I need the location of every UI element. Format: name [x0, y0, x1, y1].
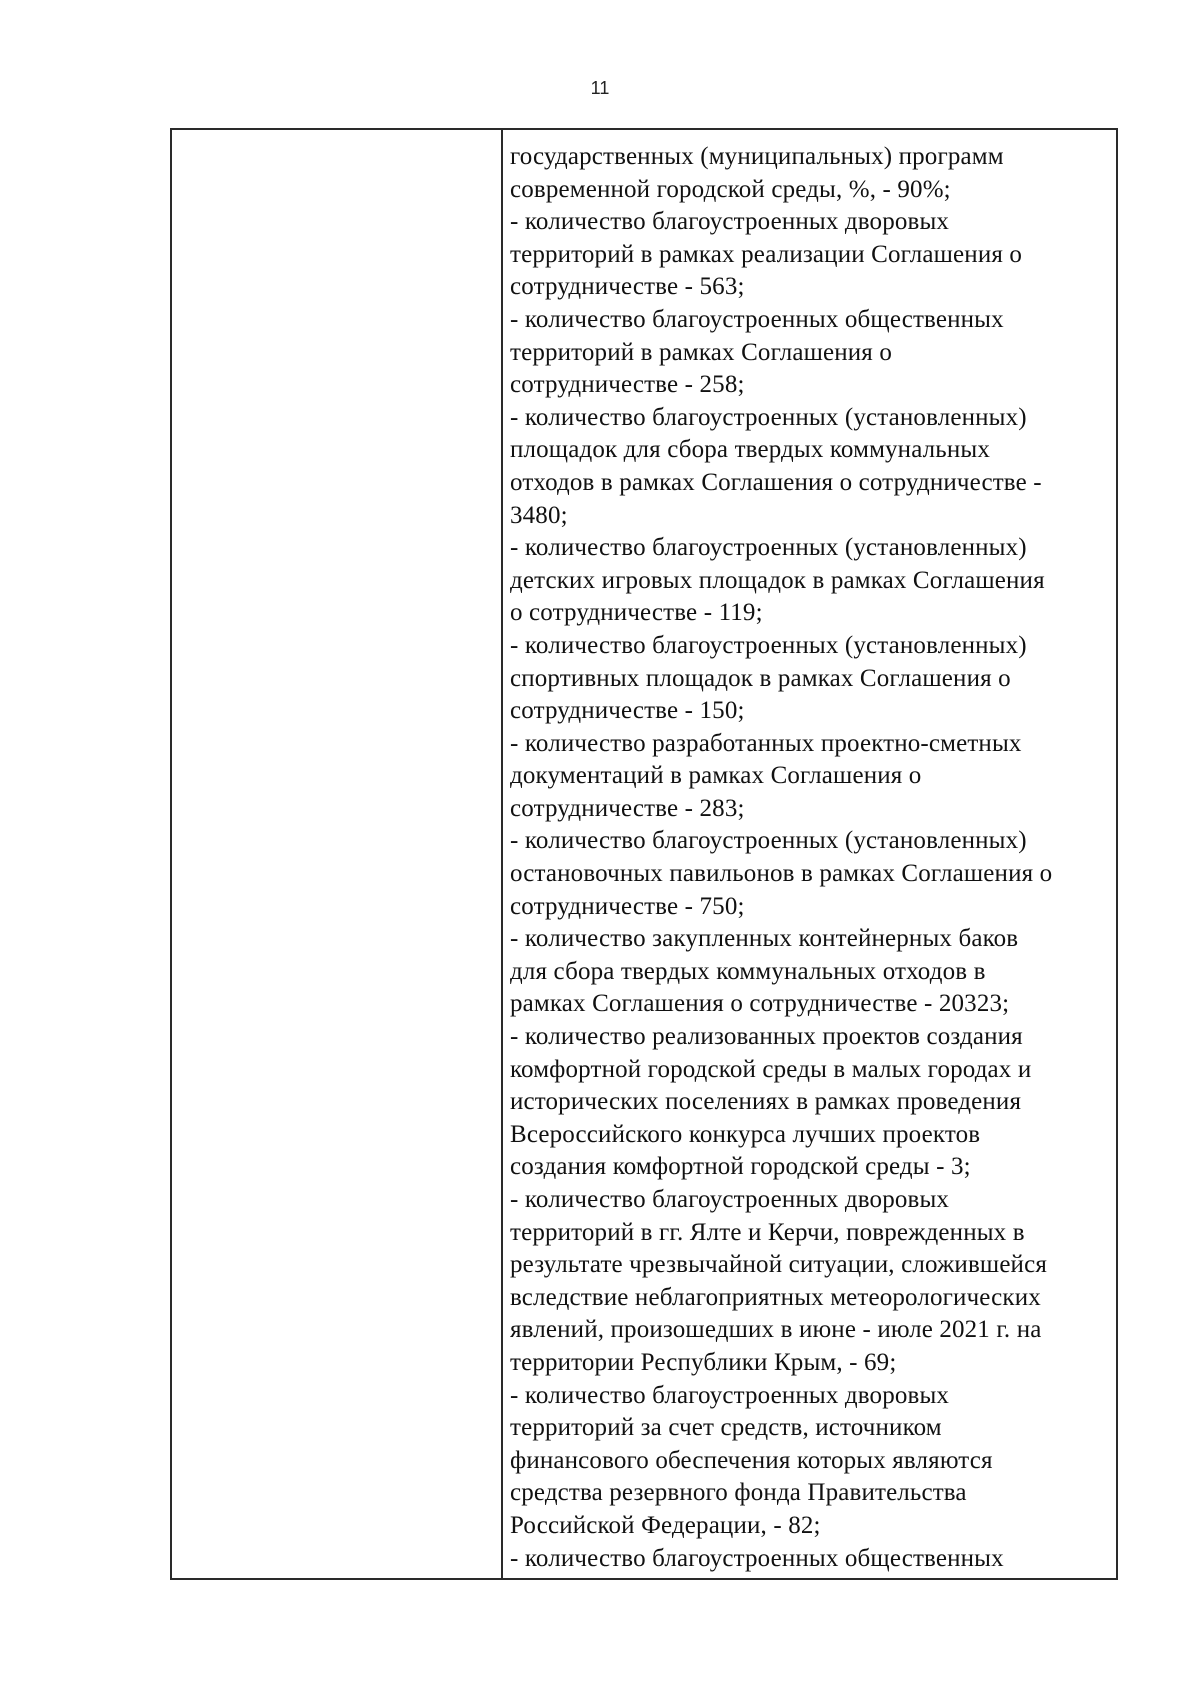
text-line: - количество благоустроенных общественных: [510, 305, 1004, 333]
table-cell-right: [503, 130, 1116, 1578]
text-line: вследствие неблагоприятных метеорологических: [510, 1283, 1041, 1311]
text-line: финансового обеспечения которых являются: [510, 1446, 993, 1474]
text-line: документаций в рамках Соглашения о: [510, 762, 922, 790]
text-line: территорий в рамках реализации Соглашения о: [510, 240, 1023, 268]
text-line: явлений, произошедших в июне - июле 2021 г. на: [510, 1316, 1042, 1344]
text-line: Всероссийского конкурса лучших проектов: [510, 1120, 981, 1148]
text-line: детских игровых площадок в рамках Соглашения: [510, 566, 1045, 594]
text-line: - количество благоустроенных дворовых: [510, 1381, 950, 1409]
text-line: - количество разработанных проектно-сметных: [510, 729, 1022, 757]
text-line: сотрудничестве - 283;: [510, 794, 745, 822]
text-line: остановочных павильонов в рамках Соглашения о: [510, 860, 1053, 888]
text-line: - количество благоустроенных (установленных): [510, 534, 1027, 562]
text-line: - количество благоустроенных общественных: [510, 1544, 1004, 1572]
text-line: территорий в рамках Соглашения о: [510, 338, 892, 366]
text-line: современной городской среды, %, - 90%;: [510, 175, 951, 203]
document-table: [170, 128, 1118, 1580]
text-line: 3480;: [510, 501, 568, 529]
text-line: сотрудничестве - 258;: [510, 371, 745, 399]
text-line: создания комфортной городской среды - 3;: [510, 1153, 971, 1181]
text-line: - количество закупленных контейнерных баков: [510, 925, 1019, 953]
text-line: Российской Федерации, - 82;: [510, 1511, 821, 1539]
text-line: территорий в гг. Ялте и Керчи, поврежденных в: [510, 1218, 1025, 1246]
text-line: сотрудничестве - 563;: [510, 273, 745, 301]
text-line: - количество благоустроенных дворовых: [510, 1186, 950, 1213]
text-line: - количество благоустроенных (установленных): [510, 631, 1027, 659]
text-line: - количество благоустроенных дворовых: [510, 208, 950, 236]
text-line: отходов в рамках Соглашения о сотрудничестве -: [510, 468, 1042, 496]
text-line: - количество благоустроенных (установленных): [510, 403, 1027, 431]
text-line: территорий за счет средств, источником: [510, 1414, 942, 1442]
text-line: комфортной городской среды в малых городах и: [510, 1055, 1032, 1083]
text-line: сотрудничестве - 750;: [510, 892, 745, 920]
text-line: исторических поселениях в рамках проведения: [510, 1088, 1022, 1116]
text-line: - количество благоустроенных (установленных): [510, 827, 1027, 855]
text-line: спортивных площадок в рамках Соглашения о: [510, 664, 1011, 692]
text-line: результате чрезвычайной ситуации, сложившейся: [510, 1251, 1047, 1279]
text-line: - количество реализованных проектов создания: [510, 1023, 1023, 1051]
text-line: о сотрудничестве - 119;: [510, 599, 763, 627]
text-line: государственных (муниципальных) программ: [510, 143, 1004, 170]
text-line: территории Республики Крым, - 69;: [510, 1348, 897, 1376]
text-line: рамках Соглашения о сотрудничестве - 20323;: [510, 990, 1010, 1018]
page-number: 11: [590, 78, 610, 98]
text-line: для сбора твердых коммунальных отходов в: [510, 957, 986, 985]
text-line: средства резервного фонда Правительства: [510, 1479, 967, 1507]
text-line: сотрудничестве - 150;: [510, 697, 745, 725]
text-line: площадок для сбора твердых коммунальных: [510, 436, 990, 464]
table-cell-left: [172, 130, 503, 1578]
